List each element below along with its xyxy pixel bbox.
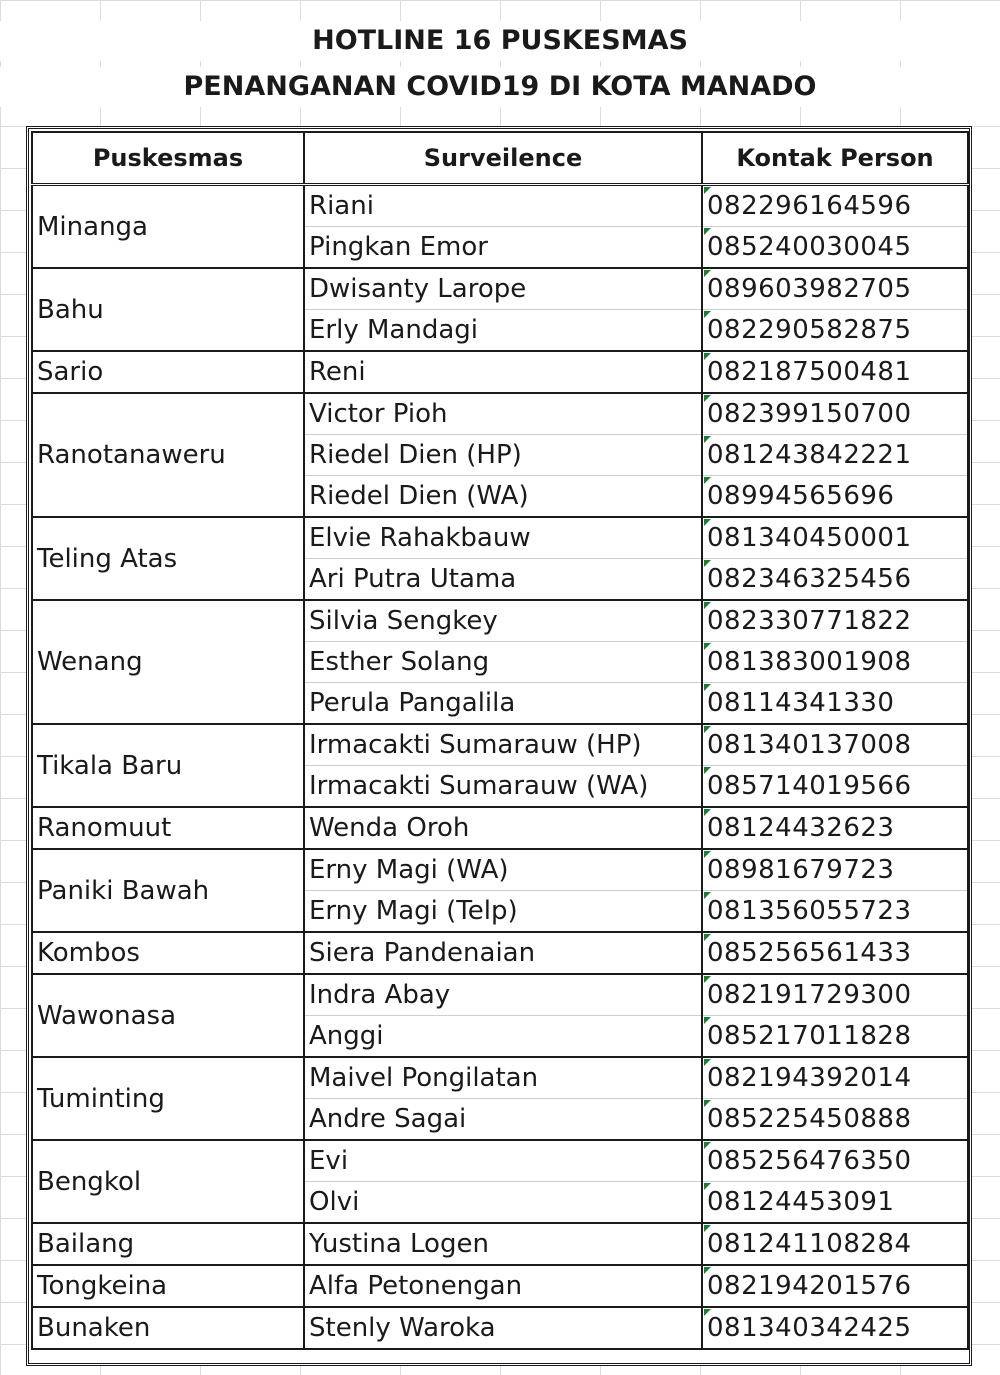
hotline-table bbox=[31, 131, 969, 1350]
contact-phone-cell[interactable]: 081340137008 bbox=[702, 724, 968, 766]
surveilence-cell[interactable]: Elvie Rahakbauw bbox=[304, 517, 702, 559]
hotline-sheet bbox=[26, 126, 972, 1366]
table-row bbox=[32, 600, 968, 642]
surveilence-cell[interactable]: Irmacakti Sumarauw (WA) bbox=[304, 766, 702, 808]
contact-phone-cell[interactable]: 082346325456 bbox=[702, 559, 968, 601]
contact-phone-cell[interactable]: 081383001908 bbox=[702, 642, 968, 683]
contact-phone-cell[interactable]: 08124432623 bbox=[702, 807, 968, 849]
table-row bbox=[32, 974, 968, 1016]
contact-phone-cell[interactable]: 082399150700 bbox=[702, 393, 968, 435]
puskesmas-cell[interactable]: Tuminting bbox=[32, 1057, 304, 1140]
surveilence-cell[interactable]: Wenda Oroh bbox=[304, 807, 702, 849]
table-row bbox=[32, 351, 968, 393]
contact-phone-cell[interactable]: 085256476350 bbox=[702, 1140, 968, 1182]
contact-phone-cell[interactable]: 081241108284 bbox=[702, 1223, 968, 1265]
contact-phone-cell[interactable]: 081340450001 bbox=[702, 517, 968, 559]
table-row bbox=[32, 1057, 968, 1099]
table-body bbox=[32, 185, 968, 1350]
surveilence-cell[interactable]: Alfa Petonengan bbox=[304, 1265, 702, 1307]
contact-phone-cell[interactable]: 082191729300 bbox=[702, 974, 968, 1016]
header-row bbox=[32, 132, 968, 185]
surveilence-cell[interactable]: Siera Pandenaian bbox=[304, 932, 702, 974]
puskesmas-cell[interactable]: Bengkol bbox=[32, 1140, 304, 1223]
table-row bbox=[32, 185, 968, 227]
puskesmas-cell[interactable]: Bahu bbox=[32, 268, 304, 351]
surveilence-cell[interactable]: Erny Magi (Telp) bbox=[304, 891, 702, 933]
contact-phone-cell[interactable]: 08124453091 bbox=[702, 1182, 968, 1224]
contact-phone-cell[interactable]: 085714019566 bbox=[702, 766, 968, 808]
surveilence-cell[interactable]: Yustina Logen bbox=[304, 1223, 702, 1265]
table-row bbox=[32, 1307, 968, 1349]
contact-phone-cell[interactable]: 085240030045 bbox=[702, 227, 968, 269]
surveilence-cell[interactable]: Riani bbox=[304, 185, 702, 227]
puskesmas-cell[interactable]: Teling Atas bbox=[32, 517, 304, 600]
contact-phone-cell[interactable]: 082187500481 bbox=[702, 351, 968, 393]
surveilence-cell[interactable]: Esther Solang bbox=[304, 642, 702, 683]
surveilence-cell[interactable]: Evi bbox=[304, 1140, 702, 1182]
table-row bbox=[32, 807, 968, 849]
table-row bbox=[32, 849, 968, 891]
contact-phone-cell[interactable]: 085217011828 bbox=[702, 1016, 968, 1058]
table-row bbox=[32, 268, 968, 310]
contact-phone-cell[interactable]: 082290582875 bbox=[702, 310, 968, 352]
surveilence-cell[interactable]: Ari Putra Utama bbox=[304, 559, 702, 601]
contact-phone-cell[interactable]: 081356055723 bbox=[702, 891, 968, 933]
table-row bbox=[32, 393, 968, 435]
surveilence-cell[interactable]: Irmacakti Sumarauw (HP) bbox=[304, 724, 702, 766]
contact-phone-cell[interactable]: 082296164596 bbox=[702, 185, 968, 227]
surveilence-cell[interactable]: Riedel Dien (WA) bbox=[304, 476, 702, 518]
page-subtitle bbox=[0, 67, 1000, 107]
table-row bbox=[32, 1265, 968, 1307]
puskesmas-cell[interactable]: Wawonasa bbox=[32, 974, 304, 1057]
surveilence-cell[interactable]: Erny Magi (WA) bbox=[304, 849, 702, 891]
puskesmas-cell[interactable]: Ranomuut bbox=[32, 807, 304, 849]
surveilence-cell[interactable]: Riedel Dien (HP) bbox=[304, 435, 702, 476]
table-row bbox=[32, 1223, 968, 1265]
title-line-2: PENANGANAN COVID19 DI KOTA MANADO bbox=[178, 71, 823, 102]
contact-phone-cell[interactable]: 08994565696 bbox=[702, 476, 968, 518]
contact-phone-cell[interactable]: 08114341330 bbox=[702, 683, 968, 725]
surveilence-cell[interactable]: Victor Pioh bbox=[304, 393, 702, 435]
contact-phone-cell[interactable]: 08981679723 bbox=[702, 849, 968, 891]
contact-phone-cell[interactable]: 082194201576 bbox=[702, 1265, 968, 1307]
surveilence-cell[interactable]: Perula Pangalila bbox=[304, 683, 702, 725]
contact-phone-cell[interactable]: 085256561433 bbox=[702, 932, 968, 974]
puskesmas-cell[interactable]: Ranotanaweru bbox=[32, 393, 304, 517]
puskesmas-cell[interactable]: Bailang bbox=[32, 1223, 304, 1265]
surveilence-cell[interactable]: Olvi bbox=[304, 1182, 702, 1224]
surveilence-cell[interactable]: Andre Sagai bbox=[304, 1099, 702, 1141]
surveilence-cell[interactable]: Erly Mandagi bbox=[304, 310, 702, 352]
puskesmas-cell[interactable]: Wenang bbox=[32, 600, 304, 724]
table-row bbox=[32, 1140, 968, 1182]
table-row bbox=[32, 517, 968, 559]
puskesmas-cell[interactable]: Kombos bbox=[32, 932, 304, 974]
surveilence-cell[interactable]: Anggi bbox=[304, 1016, 702, 1058]
page-title bbox=[0, 21, 1000, 61]
puskesmas-cell[interactable]: Bunaken bbox=[32, 1307, 304, 1349]
surveilence-cell[interactable]: Stenly Waroka bbox=[304, 1307, 702, 1349]
header-cell-kontak-person[interactable]: Kontak Person bbox=[702, 132, 968, 185]
title-line-1: HOTLINE 16 PUSKESMAS bbox=[306, 25, 694, 56]
puskesmas-cell[interactable]: Minanga bbox=[32, 185, 304, 269]
puskesmas-cell[interactable]: Tikala Baru bbox=[32, 724, 304, 807]
contact-phone-cell[interactable]: 081243842221 bbox=[702, 435, 968, 476]
contact-phone-cell[interactable]: 082194392014 bbox=[702, 1057, 968, 1099]
table-row bbox=[32, 932, 968, 974]
surveilence-cell[interactable]: Maivel Pongilatan bbox=[304, 1057, 702, 1099]
contact-phone-cell[interactable]: 085225450888 bbox=[702, 1099, 968, 1141]
contact-phone-cell[interactable]: 082330771822 bbox=[702, 600, 968, 642]
table-header bbox=[32, 132, 968, 185]
header-cell-surveilence[interactable]: Surveilence bbox=[304, 132, 702, 185]
contact-phone-cell[interactable]: 089603982705 bbox=[702, 268, 968, 310]
puskesmas-cell[interactable]: Sario bbox=[32, 351, 304, 393]
surveilence-cell[interactable]: Dwisanty Larope bbox=[304, 268, 702, 310]
puskesmas-cell[interactable]: Tongkeina bbox=[32, 1265, 304, 1307]
surveilence-cell[interactable]: Indra Abay bbox=[304, 974, 702, 1016]
surveilence-cell[interactable]: Pingkan Emor bbox=[304, 227, 702, 269]
table-row bbox=[32, 724, 968, 766]
puskesmas-cell[interactable]: Paniki Bawah bbox=[32, 849, 304, 932]
surveilence-cell[interactable]: Silvia Sengkey bbox=[304, 600, 702, 642]
surveilence-cell[interactable]: Reni bbox=[304, 351, 702, 393]
header-cell-puskesmas[interactable]: Puskesmas bbox=[32, 132, 304, 185]
contact-phone-cell[interactable]: 081340342425 bbox=[702, 1307, 968, 1349]
